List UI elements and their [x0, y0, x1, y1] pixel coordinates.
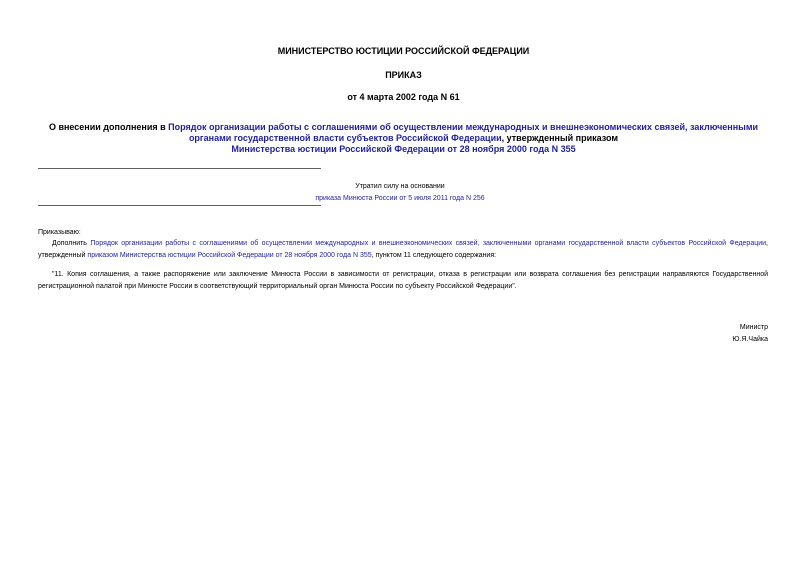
order-word: Приказываю:	[38, 229, 81, 236]
divider-top	[38, 168, 321, 169]
title-link-order-355[interactable]: Министерства юстиции Российской Федерации от 28 ноября 2000 года N 355	[231, 144, 576, 154]
repeal-notice	[250, 181, 550, 205]
para-link-procedure[interactable]: Порядок организации работы с соглашениями об осуществлении международных и внешнеэкономических связей, заключенными органами государственной власти субъектов Российской Федерации	[90, 240, 767, 247]
title-link-procedure[interactable]: Порядок организации работы с соглашениями об осуществлении международных и внешнеэкономических связей, заключенными	[168, 122, 759, 132]
ministry-heading: МИНИСТЕРСТВО ЮСТИЦИИ РОССИЙСКОЙ ФЕДЕРАЦИИ	[277, 46, 530, 56]
quoted-clause-11: "11. Копия соглашения, а также распоряжение или заключение Минюста России в зависимости от регистрации, отказа в регистрации или возврата соглашения без регистрации направляются Государственной регистрационной палатой при Минюсте России в соответствующий территориальный орган Минюста России по субъекту Российской Федерации".	[38, 271, 768, 290]
para-end: , пунктом 11 следующего содержания:	[371, 252, 497, 259]
repeal-notice-link[interactable]: приказа Минюста России от 5 июля 2011 года N 256	[315, 195, 485, 202]
para-mid: , утвержденный	[38, 240, 768, 259]
document-title	[0, 122, 807, 155]
signature-position: Министр	[739, 324, 768, 331]
signature-block	[732, 322, 768, 346]
para-link-order-355[interactable]: приказом Министерства юстиции Российской Федерации от 28 ноября 2000 года N 355	[87, 252, 372, 259]
title-lead: О внесении дополнения в	[48, 122, 169, 132]
title-link-procedure-cont[interactable]: органами государственной власти субъектов Российской Федерации	[188, 133, 502, 143]
repeal-notice-text: Утратил силу на основании	[355, 183, 445, 190]
title-mid: , утвержденный приказом	[501, 133, 619, 143]
document-date-number: от 4 марта 2002 года N 61	[347, 92, 460, 102]
main-paragraph	[38, 238, 768, 262]
divider-bottom	[38, 205, 321, 206]
signature-name: Ю.Я.Чайка	[732, 336, 768, 343]
para-start: Дополнить	[52, 240, 91, 247]
document-type: ПРИКАЗ	[385, 70, 422, 80]
